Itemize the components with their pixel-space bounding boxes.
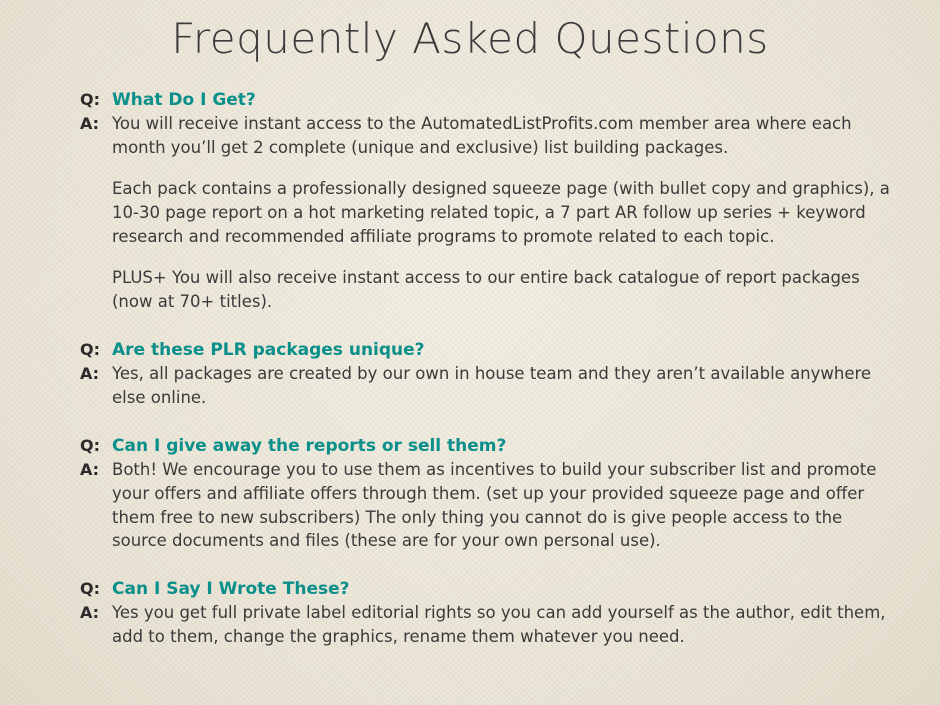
question-row — [80, 338, 898, 362]
faq-item — [80, 577, 898, 649]
answer-paragraph: Both! We encourage you to use them as incentives to build your subscriber list and promote your offers and affiliate offers through them. (set up your provided squeeze page and offer them free to new subscribers) The only thing you cannot do is give people access to the source documents and files (these are for your own personal use). — [112, 459, 877, 551]
answer-body — [112, 362, 898, 410]
faq-item — [80, 338, 898, 410]
question-marker: Q: — [80, 90, 100, 109]
answer-body — [112, 458, 898, 554]
question-marker: Q: — [80, 579, 100, 599]
answer-marker: A: — [80, 114, 100, 134]
answer-paragraph: Yes you get full private label editorial rights so you can add yourself as the author, edit them, add to them, change the graphics, rename them whatever you need. — [112, 603, 886, 647]
answer-paragraph: You will receive instant access to the AutomatedListProfits.com member area where each month you’ll get 2 complete (unique and exclusive) list building packages. — [112, 114, 852, 158]
answer-body — [112, 112, 898, 313]
answer-row — [80, 458, 898, 554]
question-marker: Q: — [80, 435, 100, 455]
answer-marker: A: — [80, 363, 100, 383]
question-row — [80, 577, 898, 601]
answer-row — [80, 601, 898, 649]
question-text: Can I give away the reports or sell them? — [112, 435, 507, 456]
page-title: Frequently Asked Questions — [171, 14, 769, 63]
faq-list — [80, 88, 898, 673]
question-marker: Q: — [80, 339, 100, 359]
answer-marker: A: — [80, 459, 100, 479]
faq-item — [80, 434, 898, 554]
question-text: What Do I Get? — [112, 90, 256, 110]
answer-paragraph: Each pack contains a professionally designed squeeze page (with bullet copy and graphics), a 10-30 page report on a hot marketing related topic, a 7 part AR follow up series + keyword research and recommended affiliate programs to promote related to each topic. — [112, 178, 890, 246]
question-text: Are these PLR packages unique? — [112, 339, 425, 360]
question-row — [80, 434, 898, 458]
question-text: Can I Say I Wrote These? — [112, 579, 350, 600]
answer-paragraph: PLUS+ You will also receive instant access to our entire back catalogue of report packages (now at 70+ titles). — [112, 267, 860, 311]
answer-row — [80, 362, 898, 410]
faq-item — [80, 88, 898, 314]
answer-marker: A: — [80, 603, 100, 623]
answer-paragraph: Yes, all packages are created by our own in house team and they aren’t available anywhere else online. — [112, 363, 872, 407]
answer-row — [80, 112, 898, 313]
answer-body — [112, 601, 898, 649]
question-row — [80, 88, 898, 112]
